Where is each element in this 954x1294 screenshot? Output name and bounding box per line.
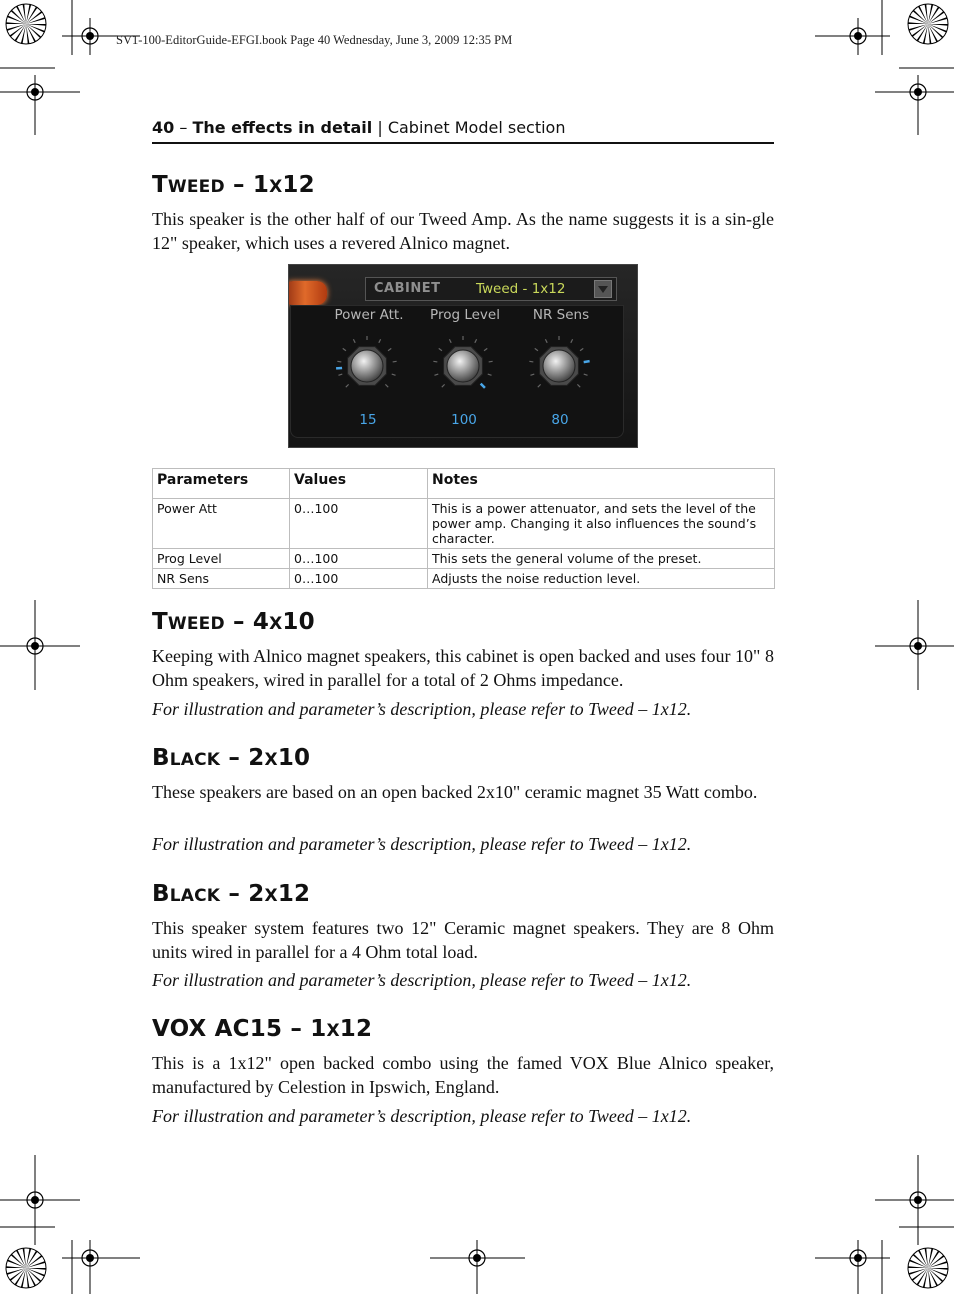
knob-tick xyxy=(488,374,492,375)
body-tweed-1x12: This speaker is the other half of our Tweed Amp. As the name suggests it is a sin-gle 12" speaker, which uses a revered Alnico magnet. xyxy=(152,209,774,253)
knob-tick xyxy=(337,361,341,362)
knob-tick xyxy=(379,339,381,343)
cabinet-label: CABINET xyxy=(374,281,441,296)
knob-level-indicator xyxy=(481,384,485,388)
table-header: Values xyxy=(290,469,428,499)
knob-tick xyxy=(442,384,445,387)
header-dash: – xyxy=(179,118,188,137)
heading-part: – 1 xyxy=(224,172,270,198)
knob-value-prog-level: 100 xyxy=(451,412,477,428)
knob-tick xyxy=(346,384,349,387)
knob-label-nr-sens: NR Sens xyxy=(532,307,590,323)
heading-part: WEED xyxy=(167,177,225,197)
table-cell: Prog Level xyxy=(153,549,290,569)
knob-tick xyxy=(343,348,346,350)
table-cell: Adjusts the noise reduction level. xyxy=(428,569,775,589)
knob-tick xyxy=(439,348,442,350)
knob-tick xyxy=(580,348,583,350)
body-black-2x12: This speaker system features two 12" Ceramic magnet speakers. They are 8 Ohm units wired in parallel for a 4 Ohm total load. xyxy=(152,918,774,962)
table-cell: This is a power attenuator, and sets the level of the power amp. Changing it also influences the sound’s character. xyxy=(428,499,775,549)
cabinet-value: Tweed - 1x12 xyxy=(476,281,566,297)
table-cell: NR Sens xyxy=(153,569,290,589)
knob-tick xyxy=(535,348,538,350)
knob-tick xyxy=(388,348,391,350)
header-separator: | xyxy=(377,118,383,137)
table-cell: Power Att xyxy=(153,499,290,549)
body-tweed-4x10: Keeping with Alnico magnet speakers, this cabinet is open backed and uses four 10" 8 Ohm speakers, wired in parallel for a total of 2 Ohms impedance. xyxy=(152,646,774,690)
knob-tick xyxy=(434,374,438,375)
book-info-line: SV1-100-EditorGuide-EFGI.book Page 40 Wednesday, June 3, 2009 12:35 PM xyxy=(116,33,513,47)
parameters-table xyxy=(152,468,775,589)
table-cell: 0…100 xyxy=(290,499,428,549)
heading-part: LACK xyxy=(169,750,221,770)
cabinet-plugin-screenshot xyxy=(288,264,638,448)
knob-value-power-att: 15 xyxy=(359,412,377,428)
knob-tick xyxy=(530,374,534,375)
heading-part: – 2 xyxy=(220,881,265,907)
page-number: 40 xyxy=(152,118,175,137)
knob-cap xyxy=(543,350,575,382)
heading-part: X xyxy=(264,750,278,770)
knob-tick xyxy=(338,374,342,375)
heading-black-2x12 xyxy=(152,881,310,907)
heading-part: X xyxy=(269,177,283,197)
cabinet-selector[interactable] xyxy=(365,277,617,301)
heading-part: T xyxy=(152,609,168,635)
note-vox-ac15-1x12: For illustration and parameter’s description, please refer to Tweed – 1x12. xyxy=(152,1106,692,1126)
knob-tick xyxy=(584,374,588,375)
heading-part: 10 xyxy=(282,609,315,635)
heading-part: X xyxy=(326,1021,340,1041)
heading-part: – 1 xyxy=(282,1016,327,1042)
heading-part: – 4 xyxy=(224,609,270,635)
dropdown-arrow-icon[interactable] xyxy=(594,280,612,298)
table-row xyxy=(153,549,775,569)
body-black-2x10: These speakers are based on an open backed 2x10" ceramic magnet 35 Watt combo. xyxy=(152,782,758,802)
heading-part: 10 xyxy=(277,745,311,771)
header-subsection: Cabinet Model section xyxy=(387,118,566,137)
knob-tick xyxy=(433,361,437,362)
knob-cap xyxy=(351,350,383,382)
knob-tick xyxy=(571,339,573,343)
knob-tick xyxy=(529,361,533,362)
knob-level-indicator xyxy=(584,361,590,362)
knob-cap xyxy=(447,350,479,382)
knob-tick xyxy=(577,384,580,387)
header-section: The effects in detail xyxy=(192,118,373,137)
heading-part: B xyxy=(152,881,170,907)
heading-black-2x10 xyxy=(152,745,310,771)
heading-part: B xyxy=(152,745,170,771)
knob-tick xyxy=(449,339,451,343)
heading-tweed-4x10 xyxy=(152,609,315,635)
heading-part: LACK xyxy=(169,886,221,906)
knob-tick xyxy=(475,339,477,343)
table-row xyxy=(153,499,775,549)
knob-tick xyxy=(353,339,355,343)
heading-part: 12 xyxy=(339,1016,373,1042)
heading-part: 12 xyxy=(277,881,311,907)
knob-tick xyxy=(489,361,493,362)
heading-part: X xyxy=(264,886,278,906)
heading-part: – 2 xyxy=(220,745,265,771)
table-header: Notes xyxy=(428,469,775,499)
note-black-2x10: For illustration and parameter’s description, please refer to Tweed – 1x12. xyxy=(152,834,692,854)
knob-prog-level[interactable] xyxy=(432,335,494,397)
knob-label-power-att: Power Att. xyxy=(334,307,404,323)
knob-nr-sens[interactable] xyxy=(528,335,590,397)
table-row xyxy=(153,569,775,589)
heading-part: X xyxy=(269,614,283,634)
table-header: Parameters xyxy=(153,469,290,499)
knob-power-att[interactable] xyxy=(336,335,398,397)
knob-value-nr-sens: 80 xyxy=(551,412,569,428)
led-indicator xyxy=(288,281,327,305)
heading-part: 12 xyxy=(282,172,315,198)
knob-label-prog-level: Prog Level xyxy=(430,307,500,323)
knob-tick xyxy=(385,384,388,387)
knob-tick xyxy=(538,384,541,387)
table-cell: This sets the general volume of the preset. xyxy=(428,549,775,569)
table-header-row xyxy=(153,469,775,499)
knob-tick xyxy=(484,348,487,350)
knob-tick xyxy=(393,361,397,362)
heading-part: VOX AC15 xyxy=(152,1016,283,1042)
table-cell: 0…100 xyxy=(290,569,428,589)
heading-tweed-1x12 xyxy=(152,172,315,198)
note-black-2x12: For illustration and parameter’s description, please refer to Tweed – 1x12. xyxy=(152,970,692,990)
heading-vox-ac15-1x12 xyxy=(152,1016,372,1042)
knob-tick xyxy=(392,374,396,375)
heading-part: T xyxy=(152,172,168,198)
knob-tick xyxy=(545,339,547,343)
table-cell: 0…100 xyxy=(290,549,428,569)
note-tweed-4x10: For illustration and parameter’s description, please refer to Tweed – 1x12. xyxy=(152,699,692,719)
page-header xyxy=(152,118,774,144)
body-vox-ac15-1x12: This is a 1x12" open backed combo using the famed VOX Blue Alnico speaker, manufactured by Celestion in Ipswich, England. xyxy=(152,1053,774,1097)
heading-part: WEED xyxy=(167,614,225,634)
